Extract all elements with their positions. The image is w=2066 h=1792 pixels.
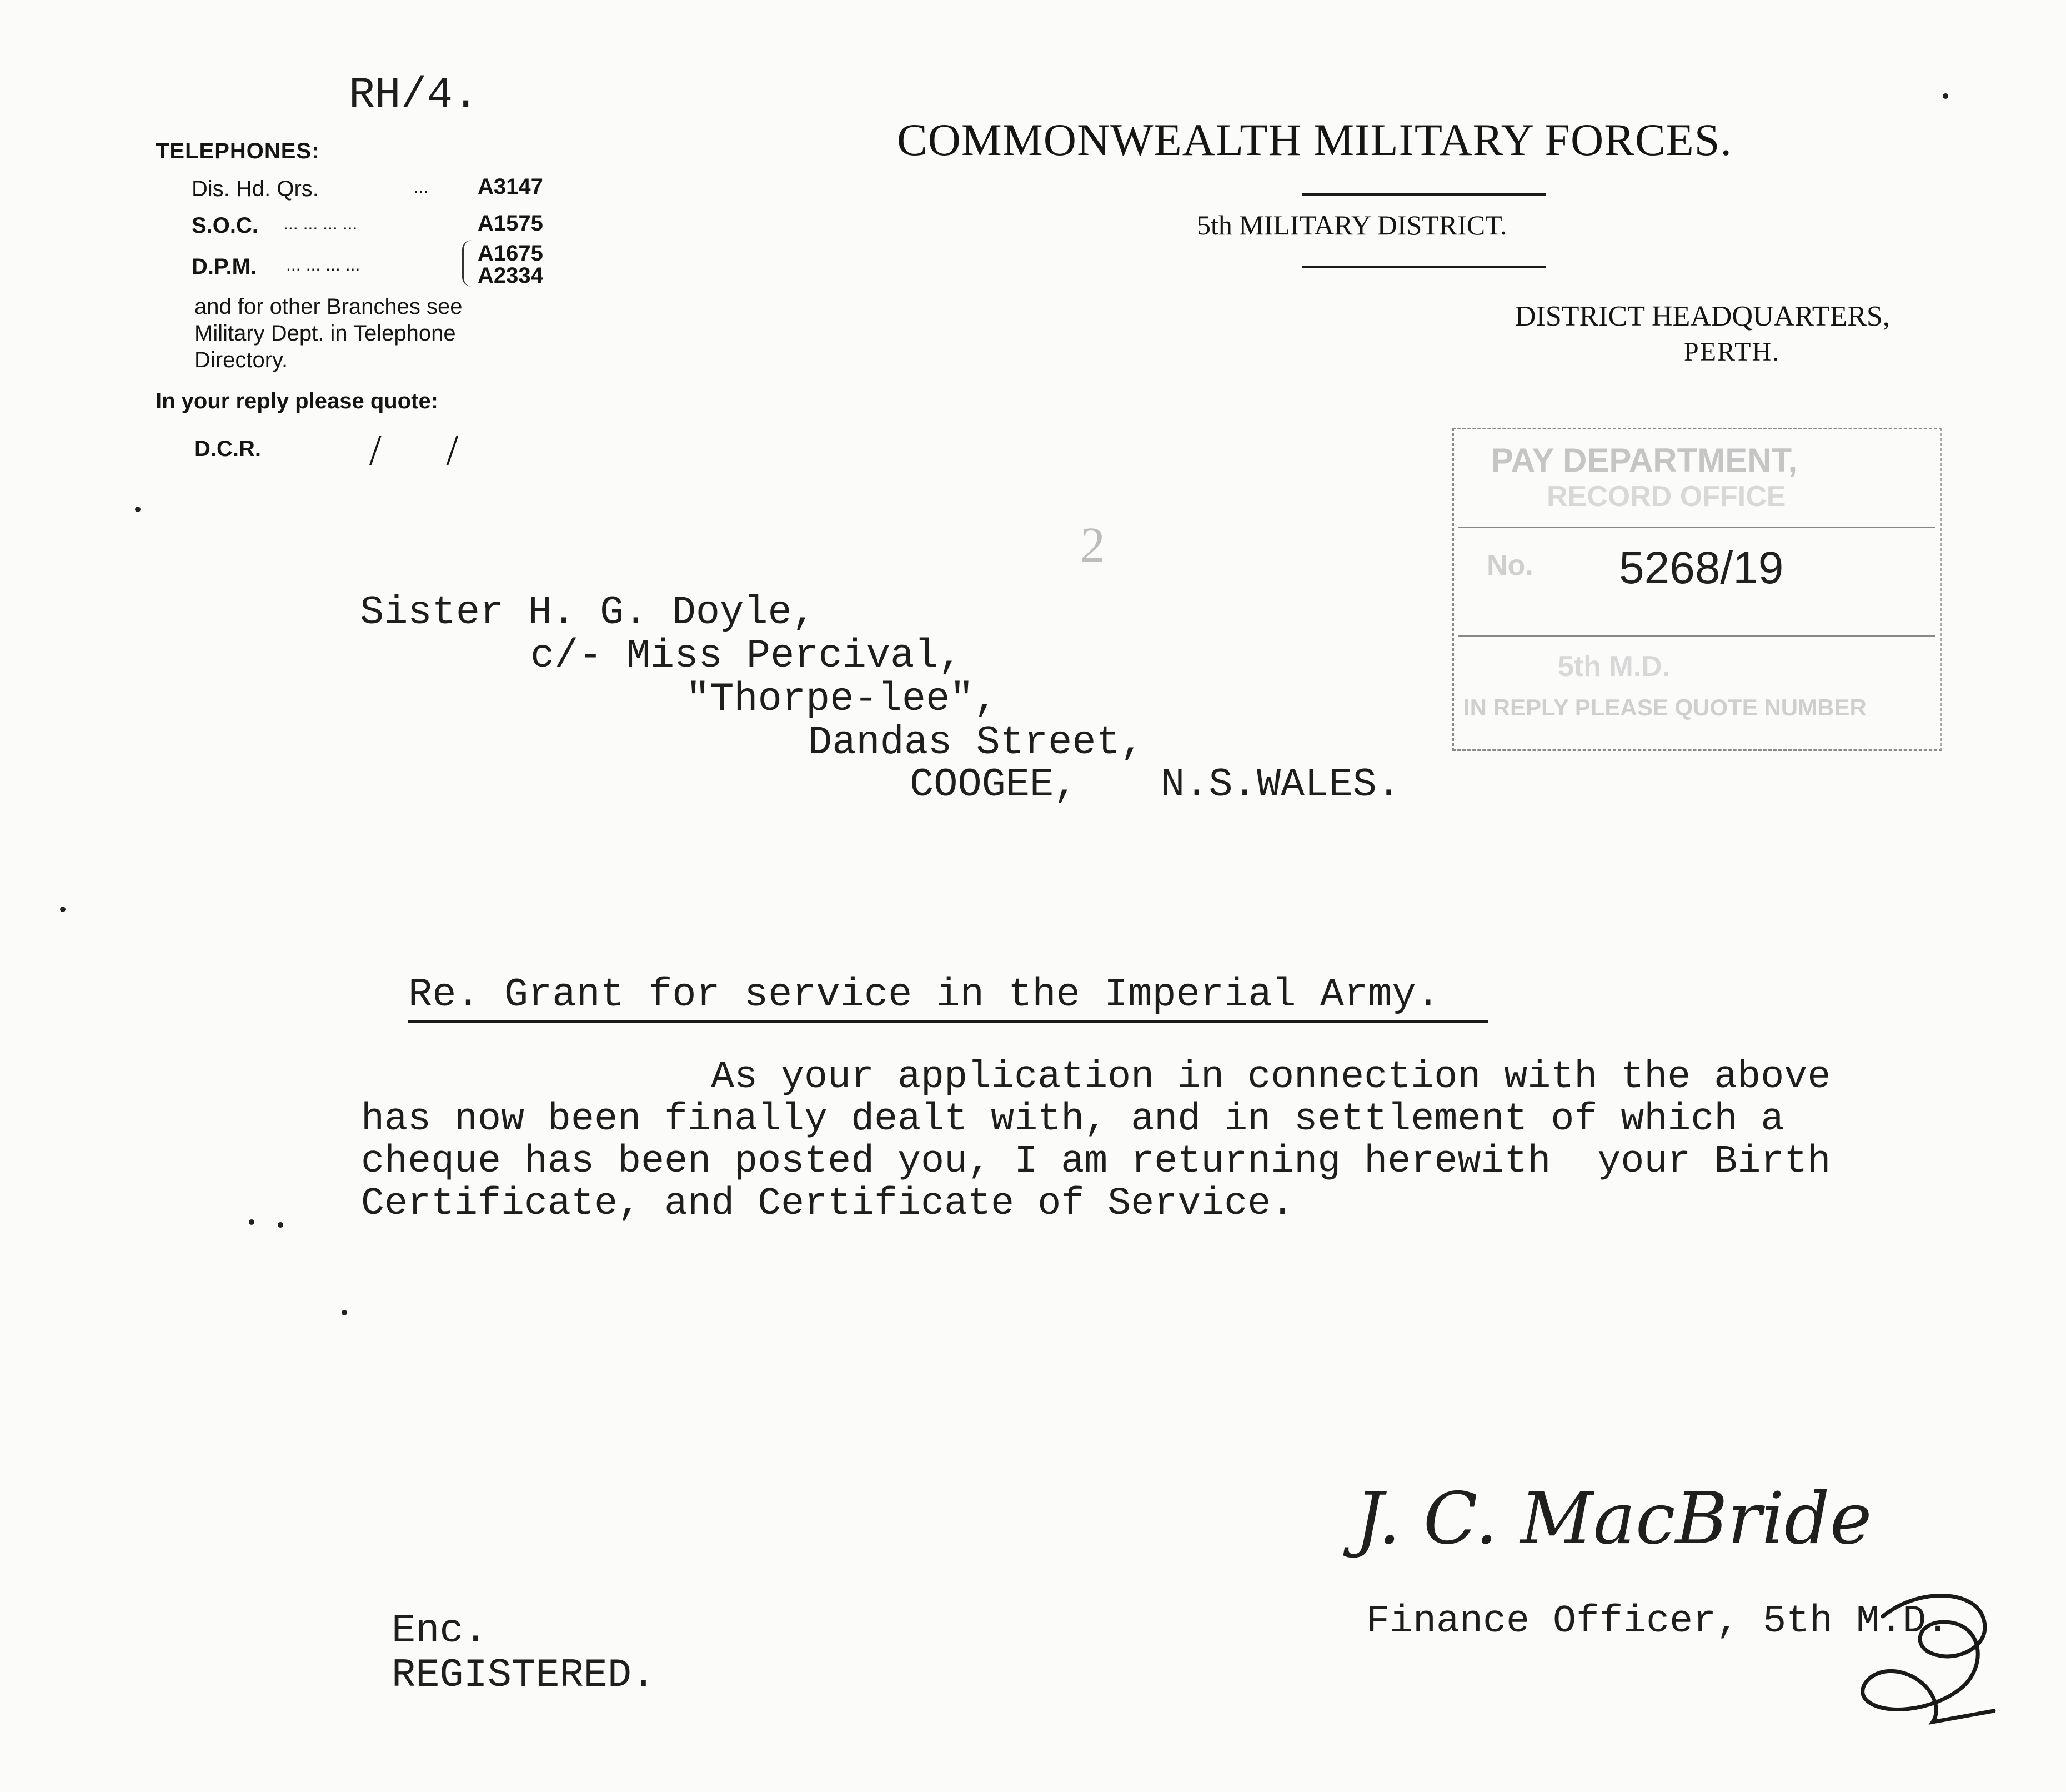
address-state: N.S.WALES. bbox=[1161, 762, 1401, 808]
speck bbox=[249, 1219, 254, 1225]
speck bbox=[278, 1222, 283, 1228]
address-line: "Thorpe-lee", bbox=[686, 677, 998, 722]
phone-row-dots: ... ... ... ... bbox=[283, 213, 358, 233]
hq-line: DISTRICT HEADQUARTERS, bbox=[1515, 301, 1890, 332]
dcr-label: D.C.R. bbox=[194, 437, 261, 461]
body-line: has now been finally dealt with, and in settlement of which a bbox=[361, 1098, 1784, 1142]
telephones-note: Directory. bbox=[194, 348, 288, 372]
stamp-rule bbox=[1458, 527, 1935, 528]
phone-row-number: A1675 bbox=[478, 241, 543, 266]
enclosure-label: Enc. bbox=[392, 1608, 488, 1654]
district-name: MILITARY DISTRICT. bbox=[1239, 209, 1507, 241]
phone-row-dots: ... ... ... ... bbox=[286, 254, 360, 274]
subject-underline bbox=[408, 1020, 1488, 1023]
phone-row-number: A1575 bbox=[478, 211, 543, 236]
speck bbox=[60, 907, 66, 912]
registered-label: REGISTERED. bbox=[392, 1653, 656, 1698]
speck bbox=[342, 1310, 347, 1315]
pay-department-stamp bbox=[1452, 428, 1941, 750]
telephones-heading: TELEPHONES: bbox=[156, 139, 320, 163]
telephones-note: and for other Branches see bbox=[194, 294, 463, 319]
phone-extra-number: A2334 bbox=[478, 263, 543, 288]
body-line: cheque has been posted you, I am returning herewith your Birth bbox=[361, 1140, 1831, 1184]
reference-code: RH/4. bbox=[349, 71, 479, 120]
letterhead-rule bbox=[1302, 266, 1546, 268]
stamp-number-prefix: No. bbox=[1487, 549, 1533, 582]
phone-row-number: A3147 bbox=[478, 174, 543, 199]
stamp-rule bbox=[1458, 635, 1935, 637]
stamp-line: IN REPLY PLEASE QUOTE NUMBER bbox=[1463, 694, 1867, 720]
stamp-line: RECORD OFFICE bbox=[1547, 480, 1786, 513]
stamp-line: 5th M.D. bbox=[1558, 650, 1671, 683]
phone-row-dots: ... bbox=[414, 177, 429, 197]
phone-row-label: S.O.C. bbox=[192, 213, 259, 238]
reply-quote-label: In your reply please quote: bbox=[156, 389, 439, 413]
initials-flourish-icon bbox=[1849, 1578, 2016, 1739]
speck bbox=[1943, 93, 1948, 99]
stamp-line: PAY DEPARTMENT, bbox=[1491, 442, 1798, 479]
district-prefix: 5th bbox=[1197, 209, 1232, 241]
letterhead-rule bbox=[1302, 193, 1546, 196]
letterhead-title: COMMONWEALTH MILITARY FORCES. bbox=[897, 114, 1732, 165]
district-line bbox=[1197, 209, 1507, 241]
dcr-slashes: / / bbox=[369, 426, 459, 474]
signatory-title: Finance Officer, 5th M.D. bbox=[1366, 1600, 1950, 1644]
phone-row-label: D.P.M. bbox=[192, 254, 257, 279]
address-line: Sister H. G. Doyle, bbox=[360, 590, 816, 635]
phone-brace bbox=[462, 240, 472, 287]
handwritten-signature: J. C. MacBride bbox=[1355, 1478, 1872, 1560]
body-line: As your application in connection with the above bbox=[711, 1055, 1831, 1099]
phone-row-label: Dis. Hd. Qrs. bbox=[192, 177, 319, 201]
speck bbox=[135, 507, 141, 512]
address-town: COOGEE, bbox=[910, 762, 1078, 808]
address-line: c/- Miss Percival, bbox=[530, 633, 962, 679]
telephones-note: Military Dept. in Telephone bbox=[194, 321, 456, 346]
pencil-mark: 2 bbox=[1080, 518, 1105, 573]
hq-city: PERTH. bbox=[1684, 337, 1781, 367]
address-line: Dandas Street, bbox=[808, 720, 1144, 765]
subject-line: Re. Grant for service in the Imperial Army. bbox=[408, 972, 1440, 1018]
stamp-number: 5268/19 bbox=[1619, 543, 1784, 593]
body-line: Certificate, and Certificate of Service. bbox=[361, 1182, 1295, 1226]
